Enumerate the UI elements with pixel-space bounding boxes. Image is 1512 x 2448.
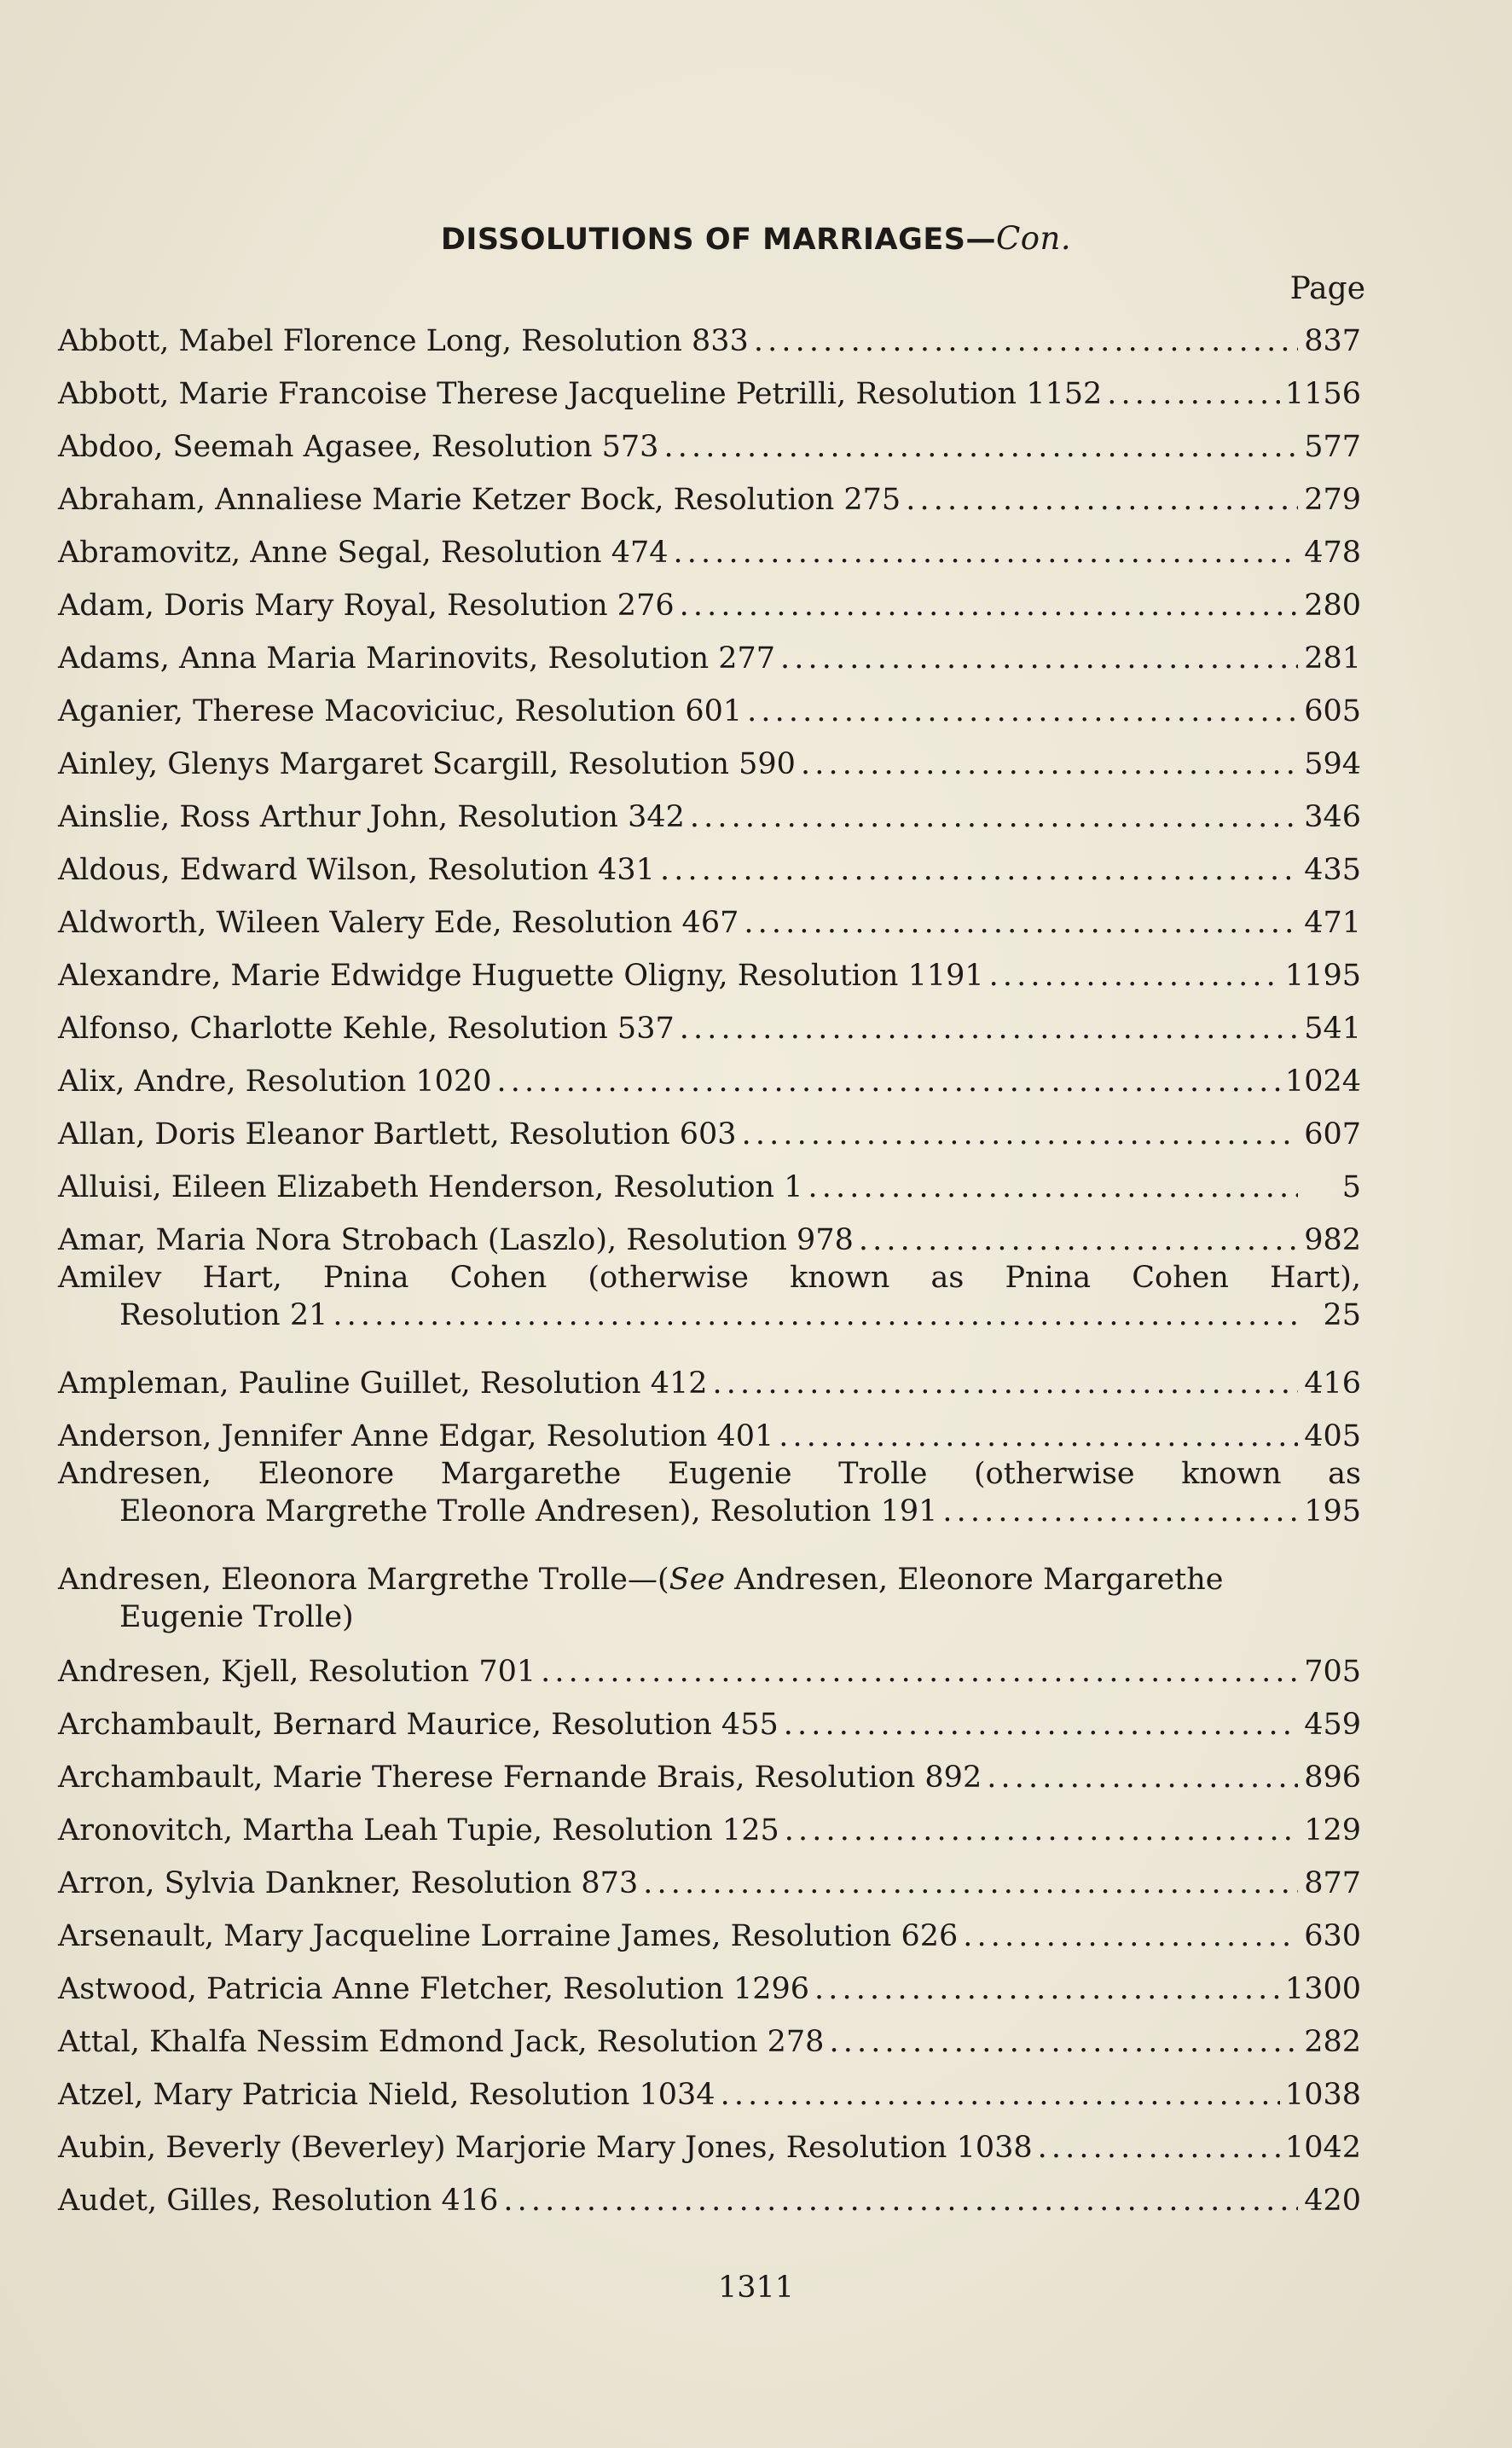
page-column-label: Page xyxy=(1289,271,1365,306)
dot-leader xyxy=(859,1221,1298,1259)
index-entry xyxy=(58,360,1361,413)
entry-page-number: 837 xyxy=(1304,324,1361,358)
index-entry-cross-reference xyxy=(58,1546,1361,1638)
index-entry xyxy=(58,1100,1361,1153)
entry-page-number: 471 xyxy=(1304,906,1361,940)
index-entry xyxy=(58,1206,1361,1259)
entry-name: Arsenault, Mary Jacqueline Lorraine James, Resolution 626 xyxy=(58,1919,959,1953)
entry-name-line2: Resolution 21 xyxy=(119,1298,328,1332)
entry-name: Aldworth, Wileen Valery Ede, Resolution 467 xyxy=(58,906,739,940)
entry-name: Archambault, Marie Therese Fernande Brais, Resolution 892 xyxy=(58,1761,982,1795)
entry-page-number: 129 xyxy=(1304,1813,1361,1848)
dot-leader xyxy=(754,322,1298,360)
entry-page-number: 435 xyxy=(1304,853,1361,887)
index-entry xyxy=(58,1691,1361,1743)
index-entry xyxy=(58,519,1361,571)
index-entry xyxy=(58,1153,1361,1206)
index-entry xyxy=(58,1259,1361,1349)
dot-leader xyxy=(541,1653,1298,1691)
entry-page-number: 1300 xyxy=(1284,1972,1361,2006)
entry-page-number: 279 xyxy=(1304,483,1361,517)
dot-leader xyxy=(747,693,1298,730)
index-entry xyxy=(58,1638,1361,1691)
entry-page-number: 705 xyxy=(1304,1655,1361,1689)
index-entry xyxy=(58,1796,1361,1849)
dot-leader xyxy=(503,2182,1298,2219)
entry-name: Adam, Doris Mary Royal, Resolution 276 xyxy=(58,589,675,623)
heading-title: DISSOLUTIONS OF MARRIAGES— xyxy=(440,223,996,257)
entry-name: Abbott, Marie Francoise Therese Jacqueline Petrilli, Resolution 1152 xyxy=(58,377,1103,411)
index-entry xyxy=(58,942,1361,995)
dot-leader xyxy=(989,957,1280,995)
index-entry xyxy=(58,307,1361,360)
entry-name: Aldous, Edward Wilson, Resolution 431 xyxy=(58,853,655,887)
entry-page-number: 282 xyxy=(1304,2025,1361,2059)
entry-page-number: 594 xyxy=(1304,747,1361,781)
entry-page-number: 982 xyxy=(1304,1223,1361,1257)
entry-page-number: 1024 xyxy=(1284,1064,1361,1099)
entry-page-number: 25 xyxy=(1323,1298,1361,1332)
entry-name: Attal, Khalfa Nessim Edmond Jack, Resolution 278 xyxy=(58,2025,825,2059)
entry-page-number: 280 xyxy=(1304,589,1361,623)
entry-page-number: 195 xyxy=(1304,1494,1361,1529)
index-list xyxy=(58,307,1361,2219)
index-entry xyxy=(58,1047,1361,1100)
entry-name: Arron, Sylvia Dankner, Resolution 873 xyxy=(58,1866,639,1900)
index-entry xyxy=(58,836,1361,889)
entry-page-number: 346 xyxy=(1304,800,1361,834)
index-entry xyxy=(58,889,1361,942)
index-entry xyxy=(58,1402,1361,1455)
index-entry xyxy=(58,1902,1361,1955)
index-entry xyxy=(58,995,1361,1047)
dot-leader xyxy=(496,1063,1279,1100)
entry-name: Ainley, Glenys Margaret Scargill, Resolution 590 xyxy=(58,747,796,781)
entry-name: Anderson, Jennifer Anne Edgar, Resolution 401 xyxy=(58,1419,774,1453)
index-entry xyxy=(58,730,1361,783)
entry-page-number: 605 xyxy=(1304,694,1361,728)
entry-name: Ampleman, Pauline Guillet, Resolution 412 xyxy=(58,1366,708,1401)
entry-name: Aronovitch, Martha Leah Tupie, Resolution 125 xyxy=(58,1813,779,1848)
entry-name: Abbott, Mabel Florence Long, Resolution 833 xyxy=(58,324,749,358)
index-entry xyxy=(58,466,1361,519)
index-entry xyxy=(58,677,1361,730)
entry-name: Audet, Gilles, Resolution 416 xyxy=(58,2184,499,2218)
entry-page-number: 5 xyxy=(1341,1170,1361,1204)
index-entry xyxy=(58,1743,1361,1796)
dot-leader xyxy=(1107,375,1280,413)
entry-page-number: 281 xyxy=(1304,641,1361,676)
dot-leader xyxy=(829,2023,1298,2061)
dot-leader xyxy=(814,1970,1280,2008)
entry-page-number: 405 xyxy=(1304,1419,1361,1453)
entry-page-number: 896 xyxy=(1304,1761,1361,1795)
index-entry xyxy=(58,1955,1361,2008)
dot-leader xyxy=(779,1418,1298,1455)
dot-leader xyxy=(942,1493,1298,1530)
entry-page-number: 1195 xyxy=(1284,959,1361,993)
dot-leader xyxy=(713,1365,1298,1402)
index-entry xyxy=(58,783,1361,836)
page-folio: 1311 xyxy=(717,2271,795,2305)
dot-leader xyxy=(801,745,1298,783)
entry-name: Archambault, Bernard Maurice, Resolution 455 xyxy=(58,1708,779,1742)
index-entry xyxy=(58,2167,1361,2219)
entry-name: Allan, Doris Eleanor Bartlett, Resolution 603 xyxy=(58,1117,737,1151)
entry-name: Alexandre, Marie Edwidge Huguette Oligny, Resolution 1191 xyxy=(58,959,984,993)
entry-page-number: 630 xyxy=(1304,1919,1361,1953)
dot-leader xyxy=(963,1917,1298,1955)
index-entry xyxy=(58,413,1361,466)
heading-continued: Con. xyxy=(995,220,1072,257)
entry-name: Ainslie, Ross Arthur John, Resolution 342 xyxy=(58,800,685,834)
entry-page-number: 577 xyxy=(1304,430,1361,464)
entry-name: Alluisi, Eileen Elizabeth Henderson, Resolution 1 xyxy=(58,1170,803,1204)
entry-name: Aubin, Beverly (Beverley) Marjorie Mary Jones, Resolution 1038 xyxy=(58,2131,1033,2165)
section-heading xyxy=(0,220,1512,257)
entry-name: Alix, Andre, Resolution 1020 xyxy=(58,1064,492,1099)
dot-leader xyxy=(987,1759,1298,1796)
entry-name: Abraham, Annaliese Marie Ketzer Bock, Resolution 275 xyxy=(58,483,901,517)
entry-page-number: 478 xyxy=(1304,536,1361,570)
entry-page-number: 877 xyxy=(1304,1866,1361,1900)
dot-leader xyxy=(742,1116,1298,1153)
entry-name: Alfonso, Charlotte Kehle, Resolution 537 xyxy=(58,1012,675,1046)
dot-leader xyxy=(744,904,1298,942)
entry-page-number: 1042 xyxy=(1284,2131,1361,2165)
entry-name-line2: Eugenie Trolle) xyxy=(119,1600,354,1634)
dot-leader xyxy=(906,481,1298,519)
entry-page-number: 1156 xyxy=(1284,377,1361,411)
entry-name: Amar, Maria Nora Strobach (Laszlo), Resolution 978 xyxy=(58,1223,854,1257)
entry-page-number: 459 xyxy=(1304,1708,1361,1742)
entry-name: Andresen, Kjell, Resolution 701 xyxy=(58,1655,536,1689)
dot-leader xyxy=(721,2076,1280,2114)
dot-leader xyxy=(808,1169,1298,1206)
index-entry xyxy=(58,1349,1361,1402)
index-entry xyxy=(58,2061,1361,2114)
dot-leader xyxy=(643,1865,1298,1902)
index-entry xyxy=(58,2008,1361,2061)
entry-name: Adams, Anna Maria Marinovits, Resolution 277 xyxy=(58,641,776,676)
see-reference: See xyxy=(669,1563,726,1597)
entry-name: Aganier, Therese Macoviciuc, Resolution 601 xyxy=(58,694,743,728)
index-entry xyxy=(58,1849,1361,1902)
dot-leader xyxy=(680,587,1298,624)
entry-name-line2: Eleonora Margrethe Trolle Andresen), Resolution 191 xyxy=(119,1494,938,1529)
dot-leader xyxy=(1038,2129,1280,2167)
dot-leader xyxy=(680,1010,1298,1047)
dot-leader xyxy=(690,798,1298,836)
entry-page-number: 607 xyxy=(1304,1117,1361,1151)
entry-name: Abramovitz, Anne Segal, Resolution 474 xyxy=(58,536,669,570)
dot-leader xyxy=(663,428,1298,466)
entry-page-number: 1038 xyxy=(1284,2078,1361,2112)
index-entry xyxy=(58,571,1361,624)
entry-name: Astwood, Patricia Anne Fletcher, Resolution 1296 xyxy=(58,1972,810,2006)
entry-name: Abdoo, Seemah Agasee, Resolution 573 xyxy=(58,430,659,464)
entry-page-number: 420 xyxy=(1304,2184,1361,2218)
entry-name-line1-rest: Andresen, Eleonore Margarethe xyxy=(725,1563,1224,1597)
dot-leader xyxy=(784,1706,1298,1743)
entry-page-number: 541 xyxy=(1304,1012,1361,1046)
entry-name-line1: Andresen, Eleonore Margarethe Eugenie Trolle (otherwise known as xyxy=(58,1457,1361,1491)
index-entry xyxy=(58,2114,1361,2167)
entry-name: Atzel, Mary Patricia Nield, Resolution 1034 xyxy=(58,2078,715,2112)
index-entry xyxy=(58,1455,1361,1546)
dot-leader xyxy=(780,640,1298,677)
entry-page-number: 416 xyxy=(1304,1366,1361,1401)
dot-leader xyxy=(660,851,1298,889)
entry-name-line1: Andresen, Eleonora Margrethe Trolle—( xyxy=(58,1563,669,1597)
dot-leader xyxy=(785,1812,1298,1849)
dot-leader xyxy=(674,534,1298,571)
index-entry xyxy=(58,624,1361,677)
entry-name-line1: Amilev Hart, Pnina Cohen (otherwise known as Pnina Cohen Hart), xyxy=(58,1261,1361,1295)
dot-leader xyxy=(333,1297,1298,1334)
